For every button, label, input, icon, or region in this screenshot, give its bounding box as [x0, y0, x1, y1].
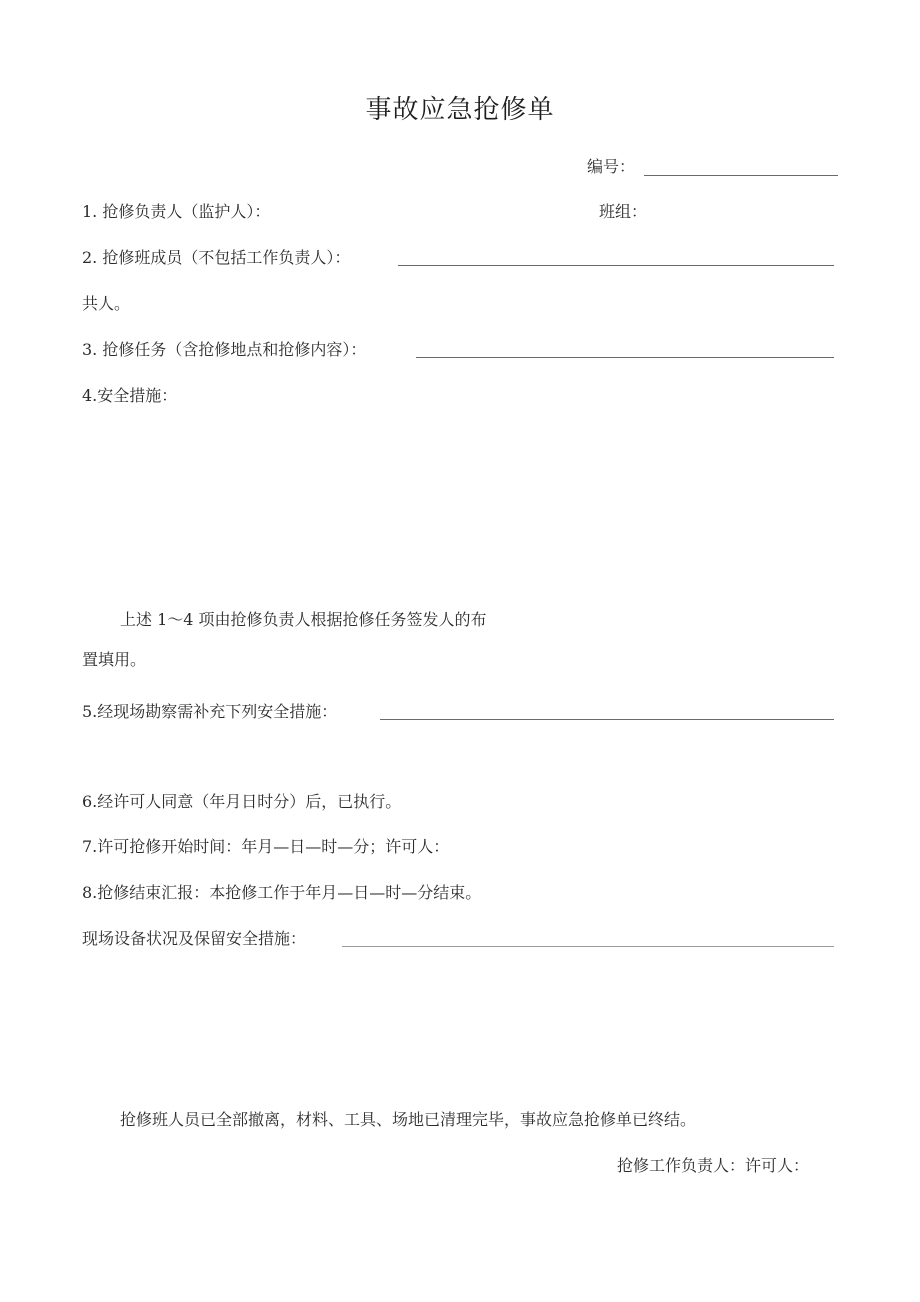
site-equipment-status-field[interactable]: [342, 946, 834, 947]
fill-note-line-1: 上述 1～4 项由抢修负责人根据抢修任务签发人的布: [120, 610, 487, 629]
repair-members-field[interactable]: [398, 265, 834, 266]
team-label: 班组：: [599, 202, 648, 221]
repair-end-report-text: 8.抢修结束汇报：本抢修工作于年月—日—时—分结束。: [82, 883, 482, 902]
permit-start-time-text: 7.许可抢修开始时间：年月—日—时—分；许可人：: [82, 837, 450, 856]
site-equipment-status-label: 现场设备状况及保留安全措施：: [82, 929, 307, 948]
supplementary-measures-label: 5.经现场勘察需补充下列安全措施：: [82, 702, 338, 721]
repair-task-label: 3. 抢修任务（含抢修地点和抢修内容）：: [82, 340, 367, 359]
safety-measures-label: 4.安全措施：: [82, 386, 178, 405]
page-title: 事故应急抢修单: [365, 95, 555, 125]
member-count-text: 共人。: [82, 294, 131, 313]
serial-number-field[interactable]: [644, 175, 838, 176]
serial-number-label: 编号：: [587, 157, 636, 176]
repair-leader-label: 1. 抢修负责人（监护人）：: [82, 202, 271, 221]
signature-labels: 抢修工作负责人：许可人：: [617, 1156, 810, 1175]
repair-task-field[interactable]: [416, 357, 834, 358]
repair-members-label: 2. 抢修班成员（不包括工作负责人）：: [82, 248, 351, 267]
fill-note-line-2: 置填用。: [82, 650, 147, 669]
supplementary-measures-field[interactable]: [380, 719, 834, 720]
termination-statement: 抢修班人员已全部撤离，材料、工具、场地已清理完毕，事故应急抢修单已终结。: [120, 1110, 697, 1129]
permission-executed-text: 6.经许可人同意（年月日时分）后，已执行。: [82, 792, 402, 811]
